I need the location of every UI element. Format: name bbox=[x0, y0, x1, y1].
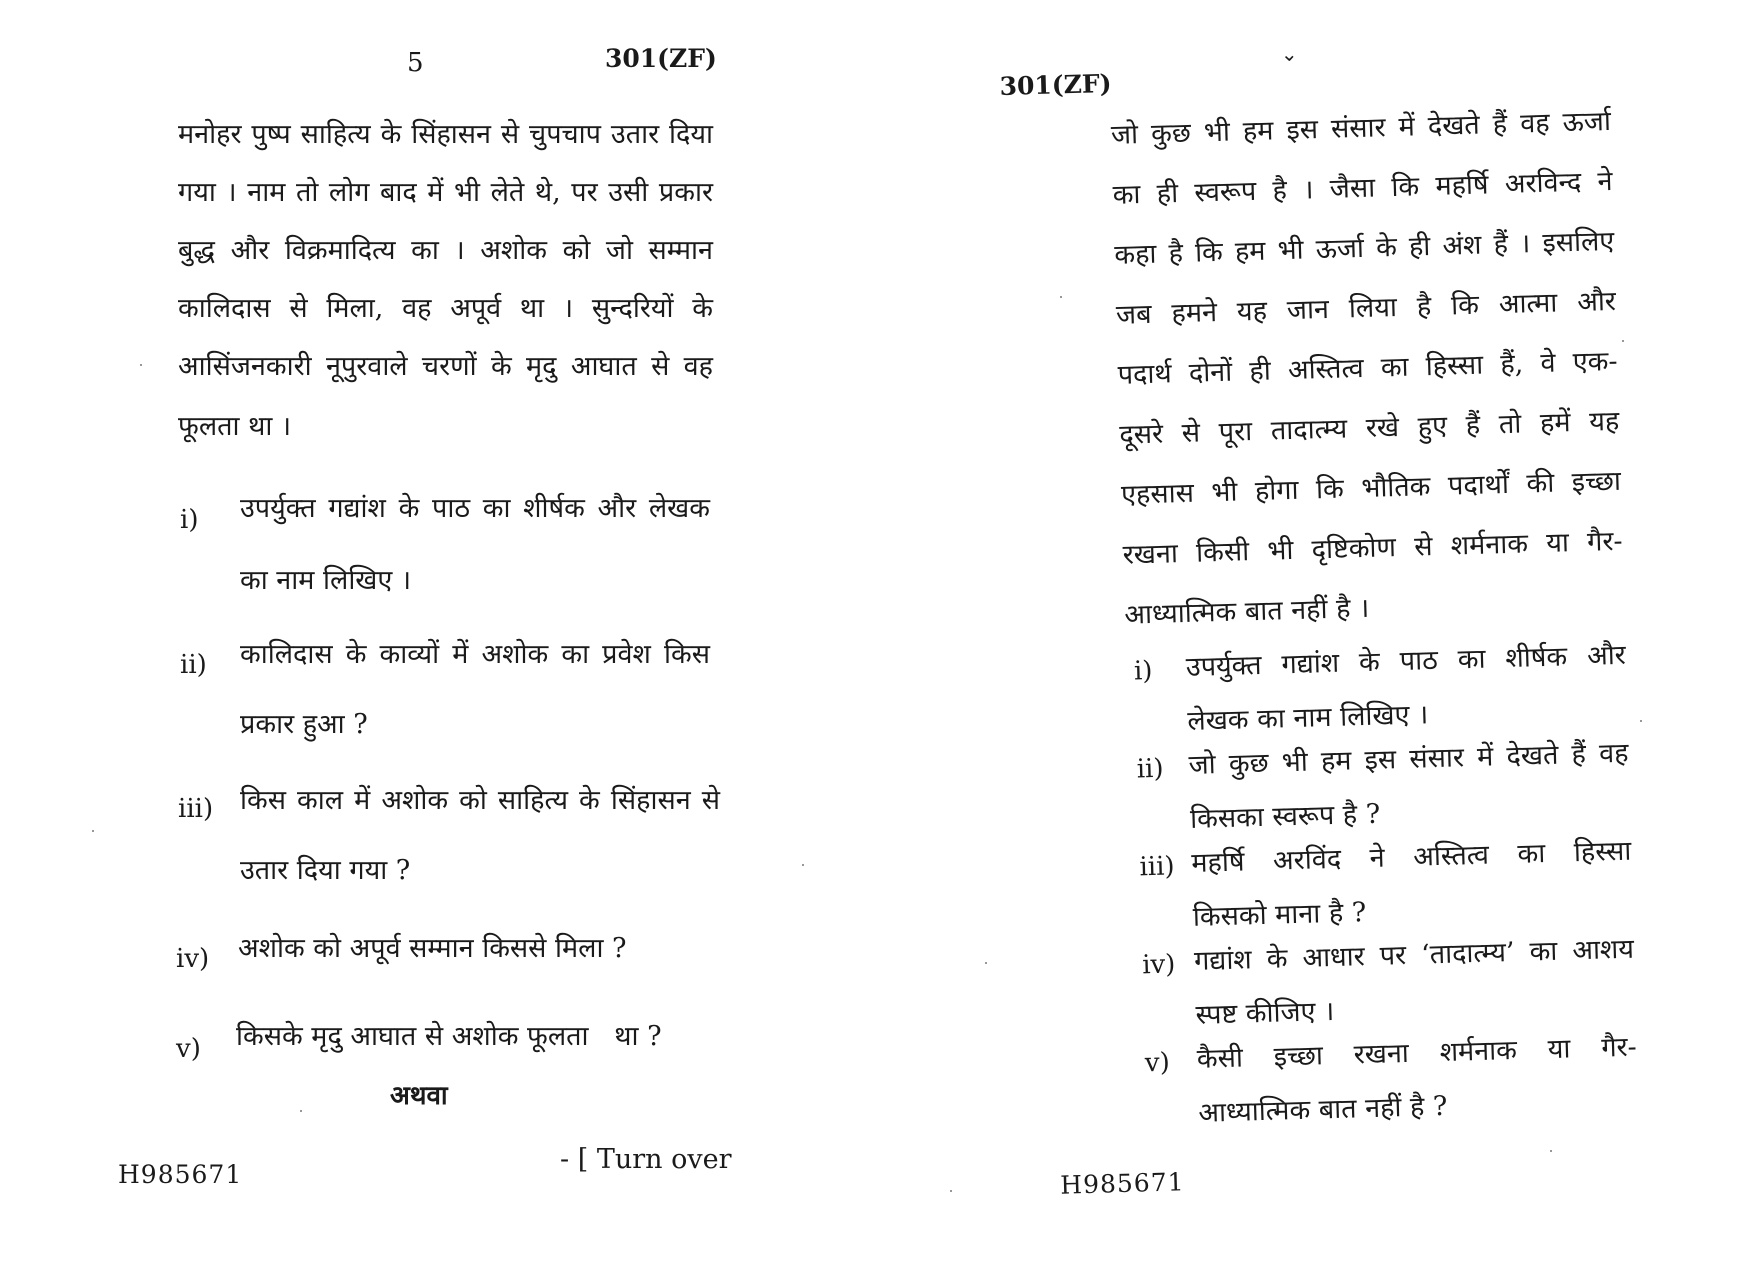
scan-speck bbox=[950, 1190, 952, 1192]
scan-speck bbox=[985, 962, 987, 964]
question-number: ii) bbox=[1136, 753, 1164, 785]
question-number: v) bbox=[1144, 1047, 1171, 1079]
question-number: v) bbox=[176, 1034, 201, 1064]
question-text: अशोक को अपूर्व सम्मान किससे मिला ? bbox=[238, 933, 627, 964]
paper-code: 301(ZF) bbox=[999, 68, 1112, 101]
question-text: का नाम लिखिए । bbox=[240, 565, 412, 596]
binding-mark: ⌄ bbox=[1280, 41, 1298, 67]
question-number: i) bbox=[1133, 655, 1153, 687]
passage-line: गया । नाम तो लोग बाद में भी लेते थे, पर उसी प्रकार bbox=[178, 177, 713, 208]
scan-speck bbox=[92, 830, 94, 832]
scan-speck bbox=[300, 1110, 302, 1112]
question-text: किसके मृदु आघात से अशोक फूलता था ? bbox=[236, 1021, 662, 1052]
question-text: कालिदास के काव्यों में अशोक का प्रवेश किस bbox=[240, 639, 710, 670]
question-text: गद्यांश के आधार पर ‘तादात्म्य’ का आशय bbox=[1193, 933, 1635, 977]
passage-line: एहसास भी होगा कि भौतिक पदार्थों की इच्छा bbox=[1120, 465, 1622, 511]
passage-line: आध्यात्मिक बात नहीं है । bbox=[1124, 592, 1370, 631]
page-number: 5 bbox=[407, 48, 424, 78]
question-text: कैसी इच्छा रखना शर्मनाक या गैर- bbox=[1196, 1031, 1638, 1075]
question-text: उपर्युक्त गद्यांश के पाठ का शीर्षक और लेखक bbox=[240, 493, 710, 524]
passage-line: पदार्थ दोनों ही अस्तित्व का हिस्सा हैं, वे एक- bbox=[1117, 345, 1618, 391]
scan-speck bbox=[1622, 340, 1624, 342]
question-number: ii) bbox=[180, 650, 207, 680]
passage-line: बुद्ध और विक्रमादित्य का । अशोक को जो सम्मान bbox=[178, 235, 713, 266]
scan-speck bbox=[140, 364, 142, 366]
question-text: आध्यात्मिक बात नहीं है ? bbox=[1197, 1090, 1448, 1129]
question-number: iii) bbox=[1139, 851, 1175, 883]
question-text: स्पष्ट कीजिए । bbox=[1195, 996, 1335, 1031]
passage-line: रखना किसी भी दृष्टिकोण से शर्मनाक या गैर- bbox=[1122, 525, 1623, 571]
question-text: जो कुछ भी हम इस संसार में देखते हैं वह bbox=[1188, 737, 1629, 781]
question-text: लेखक का नाम लिखिए । bbox=[1186, 699, 1429, 738]
question-text: प्रकार हुआ ? bbox=[240, 709, 368, 740]
passage-line: का ही स्वरूप है । जैसा कि महर्षि अरविन्द ने bbox=[1112, 165, 1613, 211]
question-text: महर्षि अरविंद ने अस्तित्व का हिस्सा bbox=[1190, 835, 1632, 879]
scan-speck bbox=[802, 864, 804, 866]
turn-over: - [ Turn over bbox=[560, 1144, 732, 1175]
question-number: iv) bbox=[176, 944, 210, 974]
question-text: किसका स्वरूप है ? bbox=[1189, 798, 1381, 835]
question-text: किस काल में अशोक को साहित्य के सिंहासन से bbox=[240, 785, 720, 816]
question-text: उतार दिया गया ? bbox=[240, 855, 411, 886]
footer-code: H985671 bbox=[118, 1160, 243, 1189]
passage-line: जब हमने यह जान लिया है कि आत्मा और bbox=[1115, 285, 1617, 331]
paper-code: 301(ZF) bbox=[605, 44, 717, 73]
athva-label: अथवा bbox=[390, 1081, 448, 1111]
passage-line: आसिंजनकारी नूपुरवाले चरणों के मृदु आघात से वह bbox=[178, 351, 713, 382]
question-number: iii) bbox=[178, 794, 214, 824]
scan-speck bbox=[1640, 720, 1642, 722]
scan-speck bbox=[1550, 1150, 1552, 1152]
question-number: iv) bbox=[1141, 949, 1176, 981]
passage-line: मनोहर पुष्प साहित्य के सिंहासन से चुपचाप उतार दिया bbox=[178, 119, 713, 150]
question-number: i) bbox=[180, 505, 199, 535]
passage-line: दूसरे से पूरा तादात्म्य रखे हुए हैं तो हमें यह bbox=[1118, 405, 1620, 451]
passage-line: कहा है कि हम भी ऊर्जा के ही अंश हैं । इसलिए bbox=[1113, 225, 1615, 271]
footer-code: H985671 bbox=[1059, 1167, 1185, 1200]
passage-line: जो कुछ भी हम इस संसार में देखते हैं वह ऊर्जा bbox=[1110, 105, 1612, 151]
passage-line: फूलता था । bbox=[178, 411, 292, 442]
scan-speck bbox=[1060, 296, 1062, 298]
question-text: उपर्युक्त गद्यांश के पाठ का शीर्षक और bbox=[1185, 639, 1627, 684]
passage-line: कालिदास से मिला, वह अपूर्व था । सुन्दरियों के bbox=[178, 293, 713, 324]
question-text: किसको माना है ? bbox=[1192, 897, 1367, 933]
